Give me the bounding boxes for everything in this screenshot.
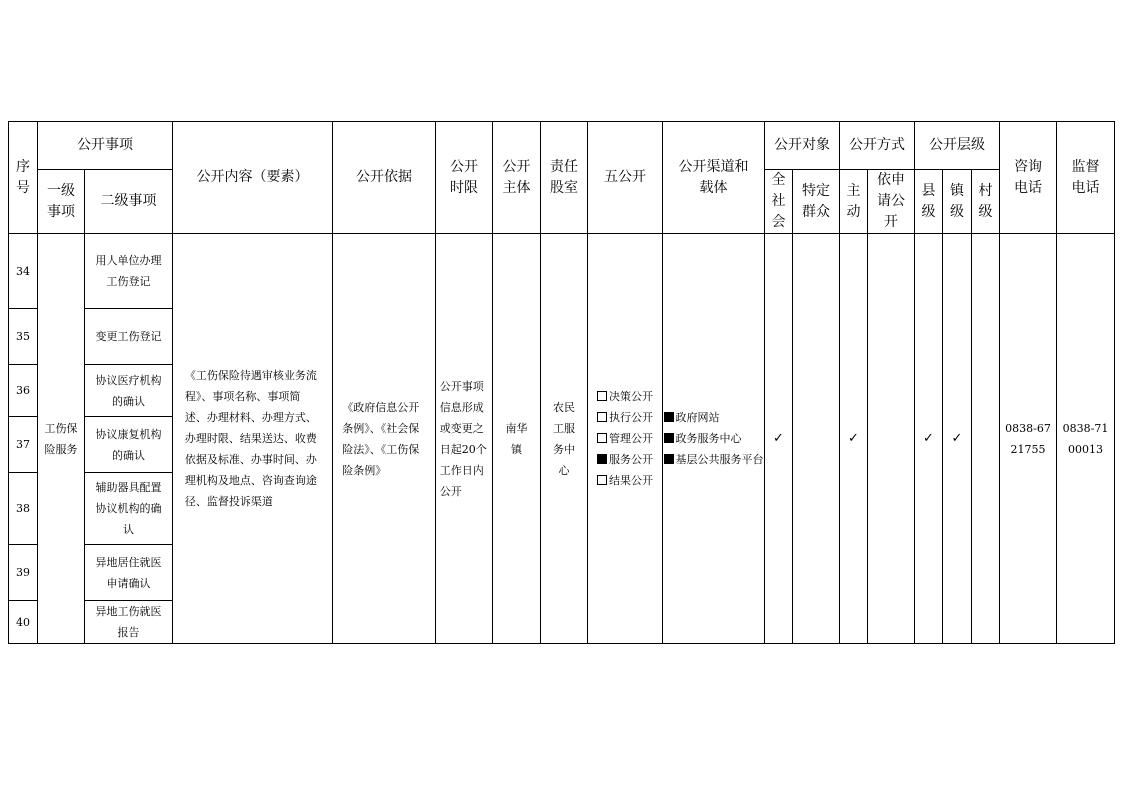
- time-limit-cell: 公开事项信息形成或变更之日起20个工作日内公开: [436, 234, 493, 644]
- header-lvl-village: 村级: [972, 170, 1000, 234]
- checkbox-line: [664, 428, 764, 449]
- checked-box-icon: [664, 412, 674, 422]
- header-supervise-phone: 监督电话: [1057, 122, 1115, 234]
- level2-cell: 协议医疗机构的确认: [85, 365, 173, 417]
- row-seq: 35: [9, 309, 38, 365]
- supervise-phone-cell: 0838-7100013: [1057, 234, 1115, 644]
- checkbox-line: [664, 407, 764, 428]
- level1-cell: 工伤保险服务: [38, 234, 85, 644]
- five-public-cell: [588, 234, 663, 644]
- unchecked-box-icon: [597, 475, 607, 485]
- checkbox-label: 服务公开: [609, 453, 653, 466]
- five-public-list: [597, 386, 653, 491]
- checkbox-line: [597, 470, 653, 491]
- checkbox-label: 政府网站: [675, 411, 720, 424]
- lvl-county-check: ✓: [915, 234, 943, 644]
- checkbox-line: [597, 386, 653, 407]
- header-level1: 一级事项: [38, 170, 85, 234]
- header-basis: 公开依据: [333, 122, 436, 234]
- header-lvl-county: 县级: [915, 170, 943, 234]
- header-time-limit: 公开时限: [436, 122, 493, 234]
- lvl-village-check: [972, 234, 1000, 644]
- header-method-apply: 依申请公开: [868, 170, 915, 234]
- unchecked-box-icon: [597, 433, 607, 443]
- content-cell: 《工伤保险待遇审核业务流程》、事项名称、事项简述、办理材料、办理方式、办理时限、结果送达、收费依据及标准、办事时间、办理机构及地点、咨询查询途径、监督投诉渠道: [173, 234, 333, 644]
- office-cell: 农民工服务中心: [541, 234, 588, 644]
- row-seq: 38: [9, 473, 38, 545]
- aud-all-check: ✓: [765, 234, 793, 644]
- checked-box-icon: [664, 433, 674, 443]
- checkbox-label: 管理公开: [609, 432, 653, 445]
- consult-phone-cell: 0838-6721755: [1000, 234, 1057, 644]
- header-seq: 序号: [9, 122, 38, 234]
- header-five-public: 五公开: [588, 122, 663, 234]
- checkbox-label: 执行公开: [609, 411, 653, 424]
- header-consult-phone: 咨询电话: [1000, 122, 1057, 234]
- checkbox-label: 政务服务中心: [675, 432, 742, 445]
- header-aud-all: 全社会: [765, 170, 793, 234]
- checkbox-label: 基层公共服务平台: [675, 453, 764, 466]
- table-row: [9, 234, 1115, 309]
- header-lvl-town: 镇级: [943, 170, 972, 234]
- unchecked-box-icon: [597, 412, 607, 422]
- checkbox-line: [664, 449, 764, 470]
- method-active-check: ✓: [840, 234, 868, 644]
- method-apply-check: [868, 234, 915, 644]
- checkbox-line: [597, 407, 653, 428]
- row-seq: 36: [9, 365, 38, 417]
- header-audience: 公开对象: [765, 122, 840, 170]
- header-content: 公开内容（要素）: [173, 122, 333, 234]
- row-seq: 39: [9, 545, 38, 601]
- checkbox-line: [597, 449, 653, 470]
- header-level: 公开层级: [915, 122, 1000, 170]
- header-channel: 公开渠道和载体: [663, 122, 765, 234]
- row-seq: 34: [9, 234, 38, 309]
- channel-cell: [663, 234, 765, 644]
- row-seq: 37: [9, 417, 38, 473]
- level2-cell: 辅助器具配置协议机构的确认: [85, 473, 173, 545]
- checkbox-label: 决策公开: [609, 390, 653, 403]
- level2-cell: 变更工伤登记: [85, 309, 173, 365]
- header-items: 公开事项: [38, 122, 173, 170]
- header-subject: 公开主体: [493, 122, 541, 234]
- level2-cell: 异地居住就医申请确认: [85, 545, 173, 601]
- basis-cell: 《政府信息公开条例》、《社会保险法》、《工伤保险条例》: [333, 234, 436, 644]
- level2-cell: 异地工伤就医报告: [85, 601, 173, 644]
- disclosure-table: [8, 121, 1115, 644]
- header-aud-specific: 特定群众: [793, 170, 840, 234]
- checkbox-label: 结果公开: [609, 474, 653, 487]
- checked-box-icon: [664, 454, 674, 464]
- header-method-active: 主动: [840, 170, 868, 234]
- row-seq: 40: [9, 601, 38, 644]
- checked-box-icon: [597, 454, 607, 464]
- header-method: 公开方式: [840, 122, 915, 170]
- checkbox-line: [597, 428, 653, 449]
- lvl-town-check: ✓: [943, 234, 972, 644]
- level2-cell: 用人单位办理工伤登记: [85, 234, 173, 309]
- aud-specific-check: [793, 234, 840, 644]
- level2-cell: 协议康复机构的确认: [85, 417, 173, 473]
- unchecked-box-icon: [597, 391, 607, 401]
- header-level2: 二级事项: [85, 170, 173, 234]
- subject-cell: 南华镇: [493, 234, 541, 644]
- channel-list: [664, 407, 764, 470]
- header-office: 责任股室: [541, 122, 588, 234]
